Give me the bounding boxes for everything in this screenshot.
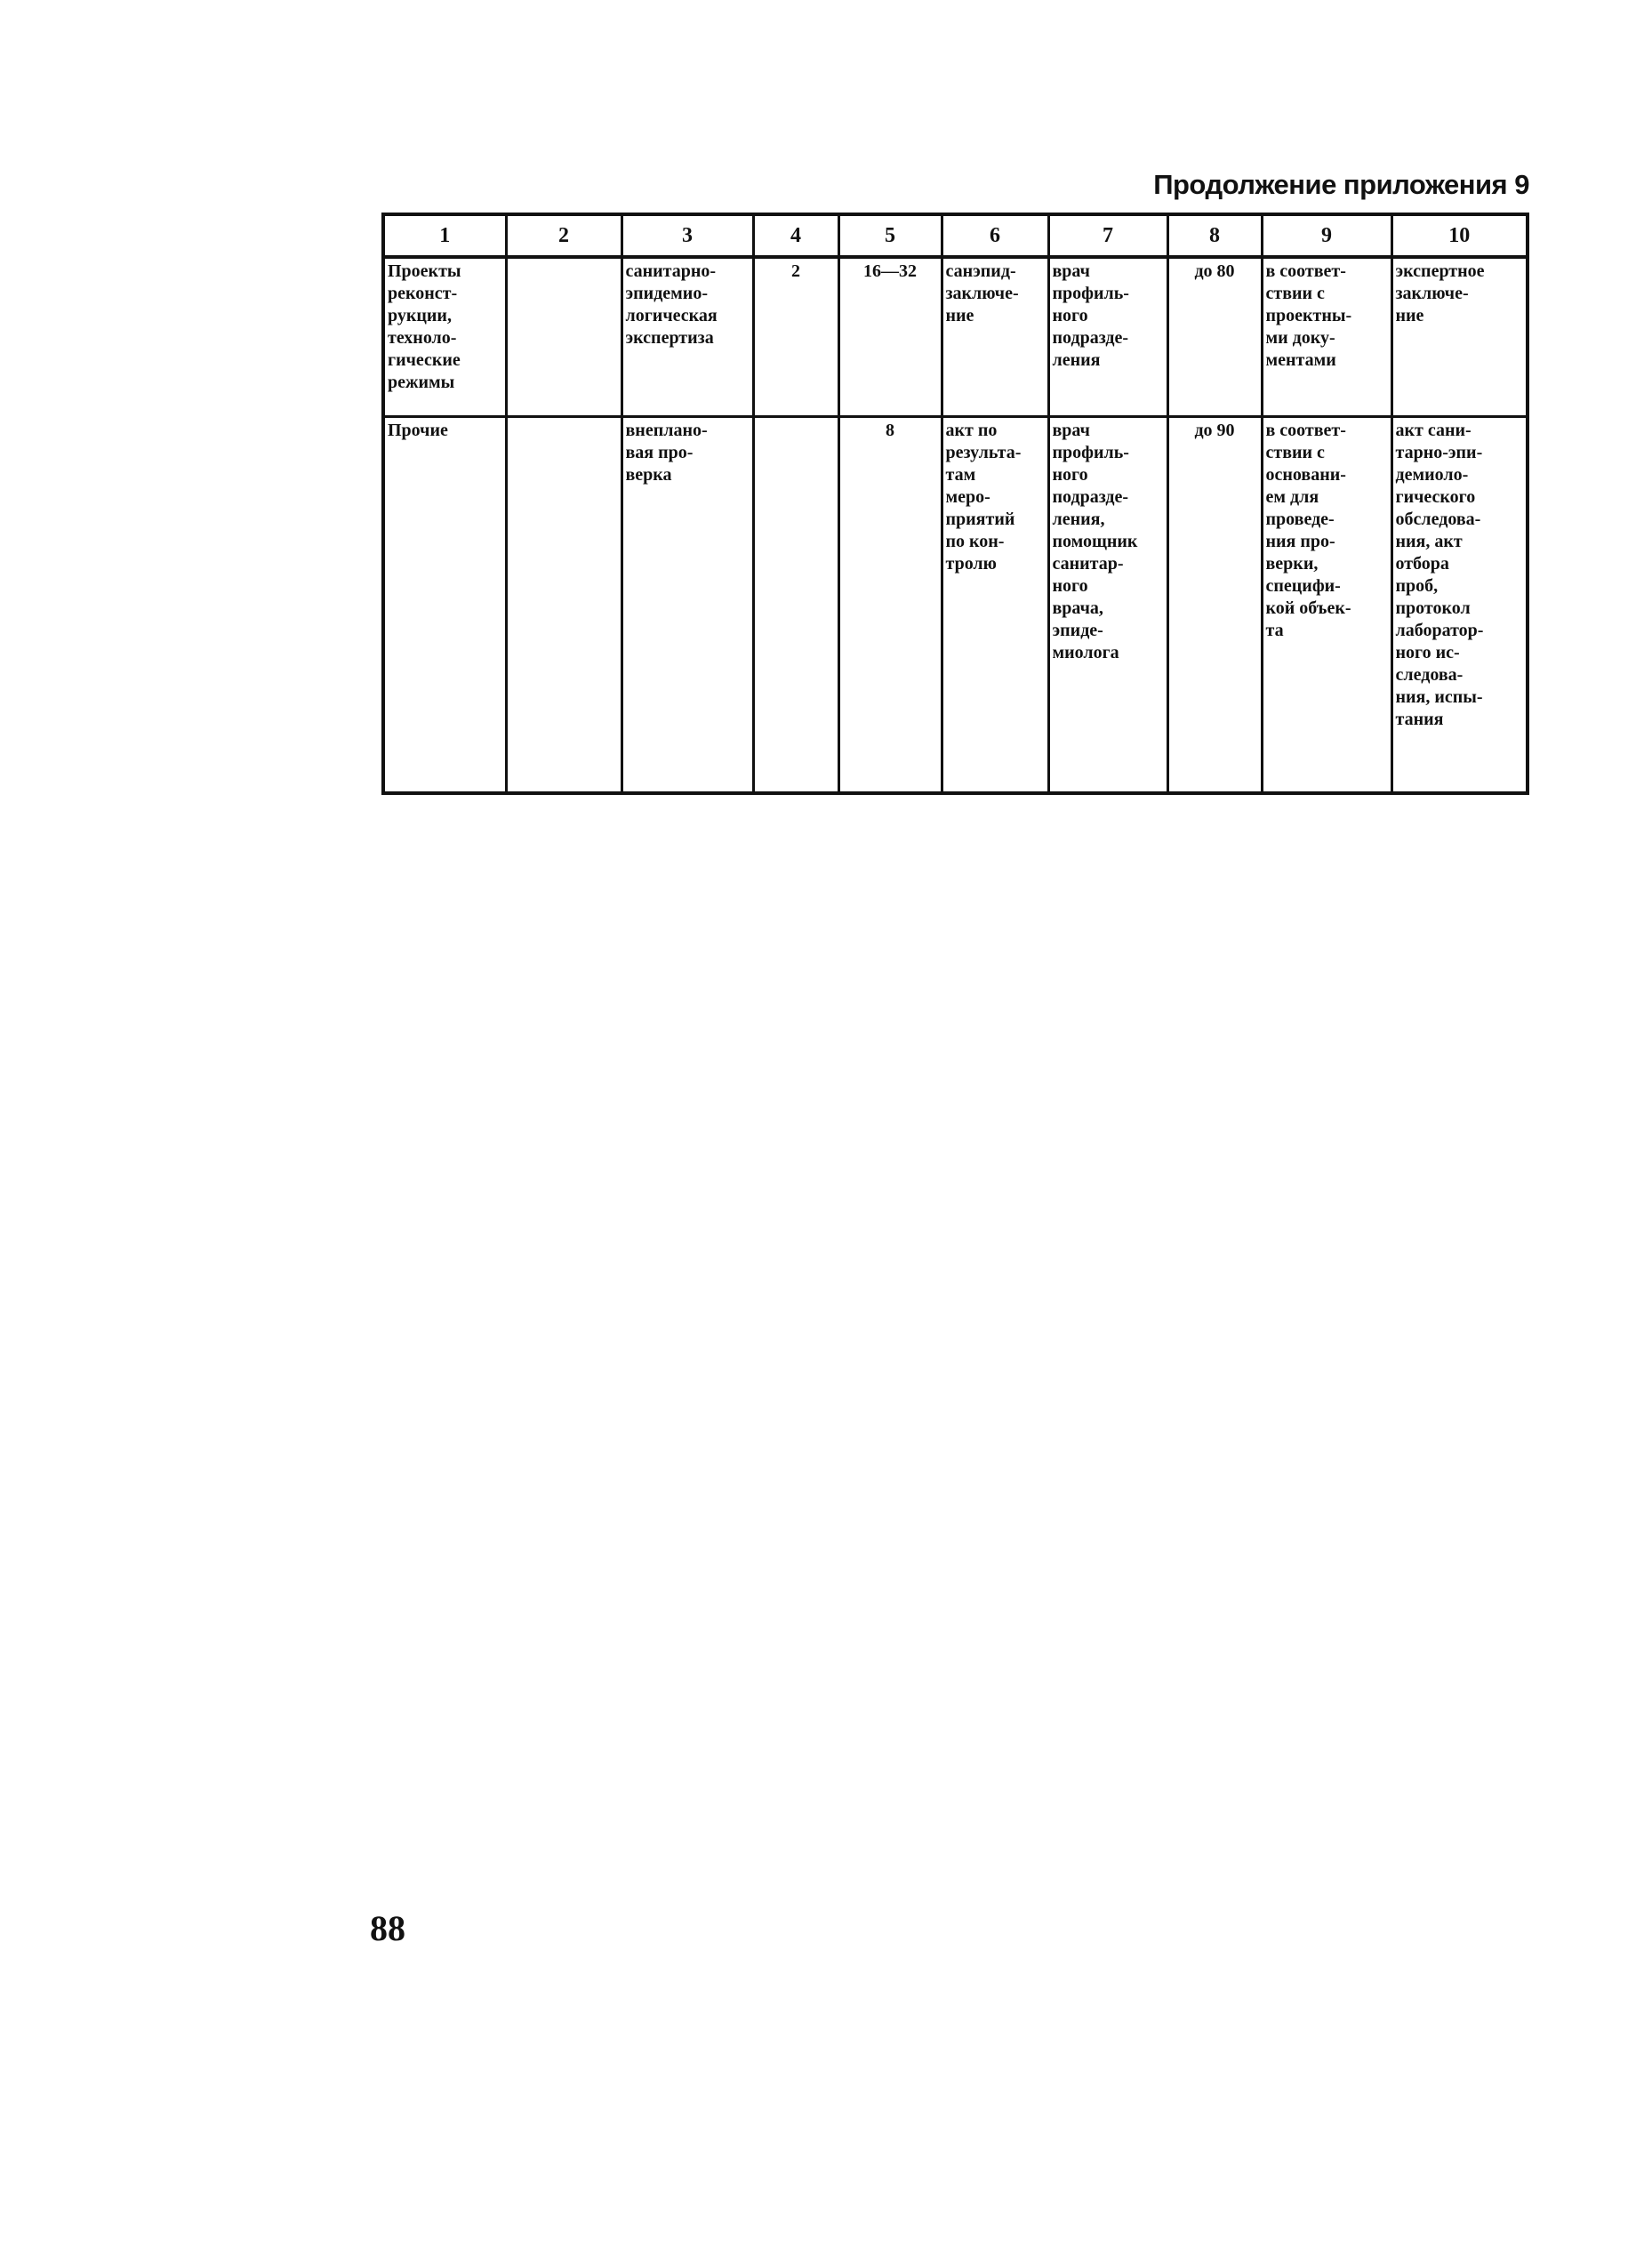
table-cell: Проекты реконст- рукции, техноло- гические режимы [383,257,506,417]
table-cell: санэпид- заключе- ние [942,257,1048,417]
column-header: 7 [1048,214,1167,257]
table-cell [753,417,838,794]
table-row [383,257,1528,417]
column-header: 1 [383,214,506,257]
table-cell: до 80 [1167,257,1262,417]
table-cell: 2 [753,257,838,417]
table-body [383,257,1528,793]
table-cell: санитарно- эпидемио- логическая экспертиза [622,257,753,417]
column-header: 3 [622,214,753,257]
table-row [383,417,1528,794]
table-cell: врач профиль- ного подразде- ления, помощник санитар- ного врача, эпиде- миолога [1048,417,1167,794]
appendix-continuation-caption: Продолжение приложения 9 [1153,169,1529,200]
table-cell: 16—32 [838,257,942,417]
table-cell: акт сани- тарно-эпи- демиоло- гического обследова- ния, акт отбора проб, протокол лаборатор- ного ис- следова- ния, испы- тания [1391,417,1528,794]
column-header: 9 [1262,214,1391,257]
table-cell [506,257,622,417]
column-header: 5 [838,214,942,257]
column-header: 8 [1167,214,1262,257]
table-cell: врач профиль- ного подразде- ления [1048,257,1167,417]
table-cell [506,417,622,794]
column-header: 2 [506,214,622,257]
table-cell: внеплано- вая про- верка [622,417,753,794]
table-cell: Прочие [383,417,506,794]
page-number: 88 [370,1908,405,1948]
table-cell: 8 [838,417,942,794]
column-header: 6 [942,214,1048,257]
table-cell: акт по результа- там меро- приятий по кон- тролю [942,417,1048,794]
data-table [381,213,1529,795]
column-header: 4 [753,214,838,257]
header-row [383,214,1528,257]
table-header [383,214,1528,257]
table-cell: до 90 [1167,417,1262,794]
column-header: 10 [1391,214,1528,257]
table-cell: в соответ- ствии с проектны- ми доку- ментами [1262,257,1391,417]
table-cell: в соответ- ствии с основани- ем для проведе- ния про- верки, специфи- кой объек- та [1262,417,1391,794]
table-cell: экспертное заключе- ние [1391,257,1528,417]
